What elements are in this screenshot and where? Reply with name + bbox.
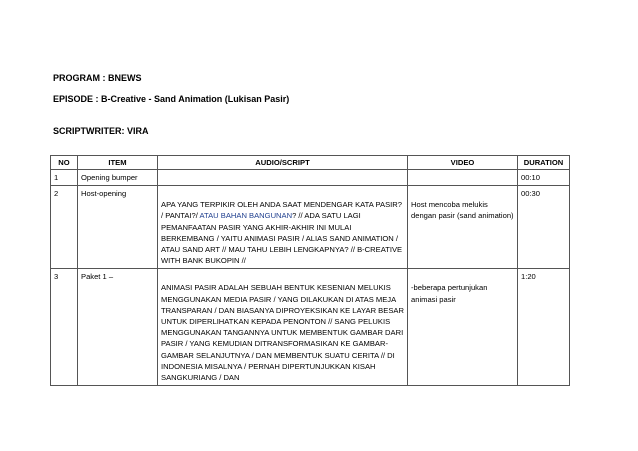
cell-no: 3 [51, 269, 78, 386]
cell-video [408, 170, 518, 186]
audio-text: ANIMASI PASIR ADALAH SEBUAH BENTUK KESENIAN MELUKIS MENGGUNAKAN MEDIA PASIR / YANG DILAKUKAN DI ATAS MEJA TRANSPARAN / DAN BIASANYA DIPROYEKSIKAN KE LAYAR BESAR UNTUK DIPERLIHATKAN KEPADA PENONTON // SANG PELUKIS MENGGUNAKAN TANGANNYA UNTUK MEMBENTUK GAMBAR DARI PASIR / YANG KEMUDIAN DITRANSFORMASIKAN KE GAMBAR-GAMBAR SELANJUTNYA / DAN MEMBENTUK SUATU CERITA // DI INDONESIA MISALNYA / PERNAH DIPERTUNJUKKAN KISAH SANGKURIANG / DAN [161, 283, 404, 383]
col-header-item: ITEM [78, 156, 158, 170]
cell-duration: 00:10 [518, 170, 570, 186]
cell-video [408, 269, 518, 386]
cell-audio [158, 186, 408, 269]
cell-audio [158, 170, 408, 186]
table-header-row [51, 156, 570, 170]
cell-item: Opening bumper [78, 170, 158, 186]
cell-duration: 1:20 [518, 269, 570, 386]
cell-no: 2 [51, 186, 78, 269]
scriptwriter: SCRIPTWRITER: VIRA [53, 126, 149, 136]
episode-title: EPISODE : B-Creative - Sand Animation (Lukisan Pasir) [53, 94, 290, 104]
table-row [51, 170, 570, 186]
video-text: -beberapa pertunjukan animasi pasir [411, 283, 488, 304]
program-title: PROGRAM : BNEWS [53, 73, 142, 83]
table-row [51, 186, 570, 269]
audio-text: APA YANG TERPIKIR OLEH ANDA SAAT MENDENGAR KATA PASIR? / PANTAI?/ [161, 200, 402, 221]
cell-item: Host-opening [78, 186, 158, 269]
col-header-audio: AUDIO/SCRIPT [158, 156, 408, 170]
audio-text: ? // ADA SATU LAGI PEMANFAATAN PASIR YANG AKHIR-AKHIR INI MULAI BERKEMBANG / YAITU ANIMASI PASIR / ALIAS SAND ANIMATION / ATAU SAND ART // MAU TAHU LEBIH LENGKAPNYA? // B-CREATIVE WITH BANK BUKOPIN // [161, 211, 403, 266]
col-header-no: NO [51, 156, 78, 170]
cell-video [408, 186, 518, 269]
cell-audio [158, 269, 408, 386]
script-table [50, 155, 570, 386]
cell-no: 1 [51, 170, 78, 186]
audio-highlight: ATAU BAHAN BANGUNAN [199, 211, 293, 221]
cell-duration: 00:30 [518, 186, 570, 269]
col-header-duration: DURATION [518, 156, 570, 170]
col-header-video: VIDEO [408, 156, 518, 170]
table-row [51, 269, 570, 386]
video-text: Host mencoba melukis dengan pasir (sand animation) [411, 200, 514, 221]
cell-item: Paket 1 – [78, 269, 158, 386]
